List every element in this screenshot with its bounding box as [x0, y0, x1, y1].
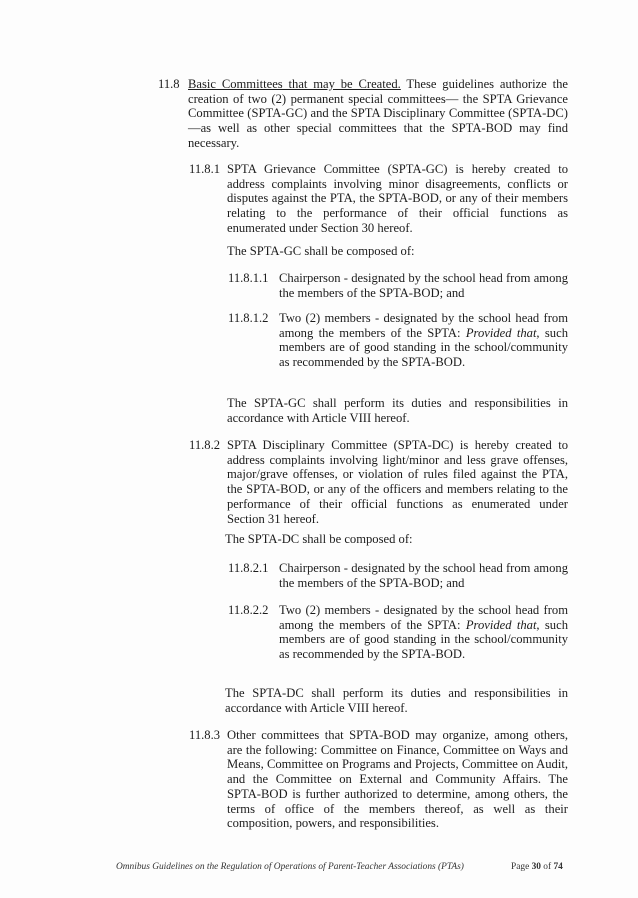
page-number — [511, 862, 563, 872]
members-item-text-cont: such members are of good standing in the school/community as recommended by the SPTA-BOD. — [279, 617, 568, 662]
proviso-italic: Provided that, — [465, 617, 540, 632]
section-11-8-paragraph — [188, 77, 568, 151]
subsection-11-8-1-paragraph: SPTA Grievance Committee (SPTA-GC) is hereby created to address complaints involving minor disagreements, conflicts or disputes against the PTA, the SPTA-BOD, or any of their members relating to the performance of their official functions as enumerated under Section 30 hereof. — [227, 162, 568, 235]
proviso-italic: Provided that, — [465, 325, 540, 340]
subsection-number: 11.8.1 — [189, 162, 221, 176]
item-number: 11.8.2.2 — [228, 603, 269, 617]
of-label: of — [543, 862, 552, 872]
item-number: 11.8.2.1 — [228, 561, 269, 575]
subsection-11-8-2-paragraph: SPTA Disciplinary Committee (SPTA-DC) is hereby created to address complaints involving light/minor and less grave offenses, major/grave offenses, or violation of rules filed against the PTA, the SPTA-BOD, or any of the officers and members relating to the performance of their official functions as enumerated under Section 31 hereof. — [227, 438, 568, 526]
composition-intro: The SPTA-DC shall be composed of: — [225, 532, 413, 546]
chairperson-item: Chairperson - designated by the school head from among the members of the SPTA-BOD; and — [279, 561, 568, 590]
current-page: 30 — [531, 862, 541, 872]
members-item-text: Two (2) members - designated by the school head from among the members of the SPTA: — [279, 311, 568, 340]
subsection-11-8-3-paragraph: Other committees that SPTA-BOD may organize, among others, are the following: Committee on Finance, Committee on Ways and Means, Committee on Programs and Projects, Committee on Audit, and the Committee on External and Community Affairs. The SPTA-BOD is further authorized to determine, among others, the terms of office of the members thereof, as well as their composition, powers, and responsibilities. — [227, 728, 568, 831]
item-number: 11.8.1.2 — [228, 311, 269, 325]
duties-paragraph: The SPTA-GC shall perform its duties and responsibilities in accordance with Article VIII hereof. — [227, 396, 568, 425]
subsection-number: 11.8.3 — [189, 728, 221, 742]
members-item — [279, 603, 568, 662]
members-item — [279, 311, 568, 370]
section-heading: Basic Committees that may be Created. — [188, 77, 401, 91]
section-number: 11.8 — [158, 77, 180, 91]
section-text: These guidelines authorize the creation of two (2) permanent special committees— the SPTA Grievance Committee (SPTA-GC) and the SPTA Disciplinary Committee (SPTA-DC)—as well as other special committees that the SPTA-BOD may find necessary. — [188, 77, 568, 150]
chairperson-item: Chairperson - designated by the school head from among the members of the SPTA-BOD; and — [279, 271, 568, 300]
item-number: 11.8.1.1 — [228, 271, 269, 285]
members-item-text-cont: such members are of good standing in the school/community as recommended by the SPTA-BOD. — [279, 325, 568, 370]
members-item-text: Two (2) members - designated by the school head from among the members of the SPTA: — [279, 603, 568, 632]
page-label: Page — [511, 862, 530, 872]
composition-intro: The SPTA-GC shall be composed of: — [227, 244, 415, 258]
subsection-number: 11.8.2 — [189, 438, 221, 452]
total-pages: 74 — [553, 862, 563, 872]
footer-title: Omnibus Guidelines on the Regulation of Operations of Parent-Teacher Associations (PTAs) — [116, 862, 464, 872]
duties-paragraph: The SPTA-DC shall perform its duties and responsibilities in accordance with Article VIII hereof. — [225, 686, 568, 715]
